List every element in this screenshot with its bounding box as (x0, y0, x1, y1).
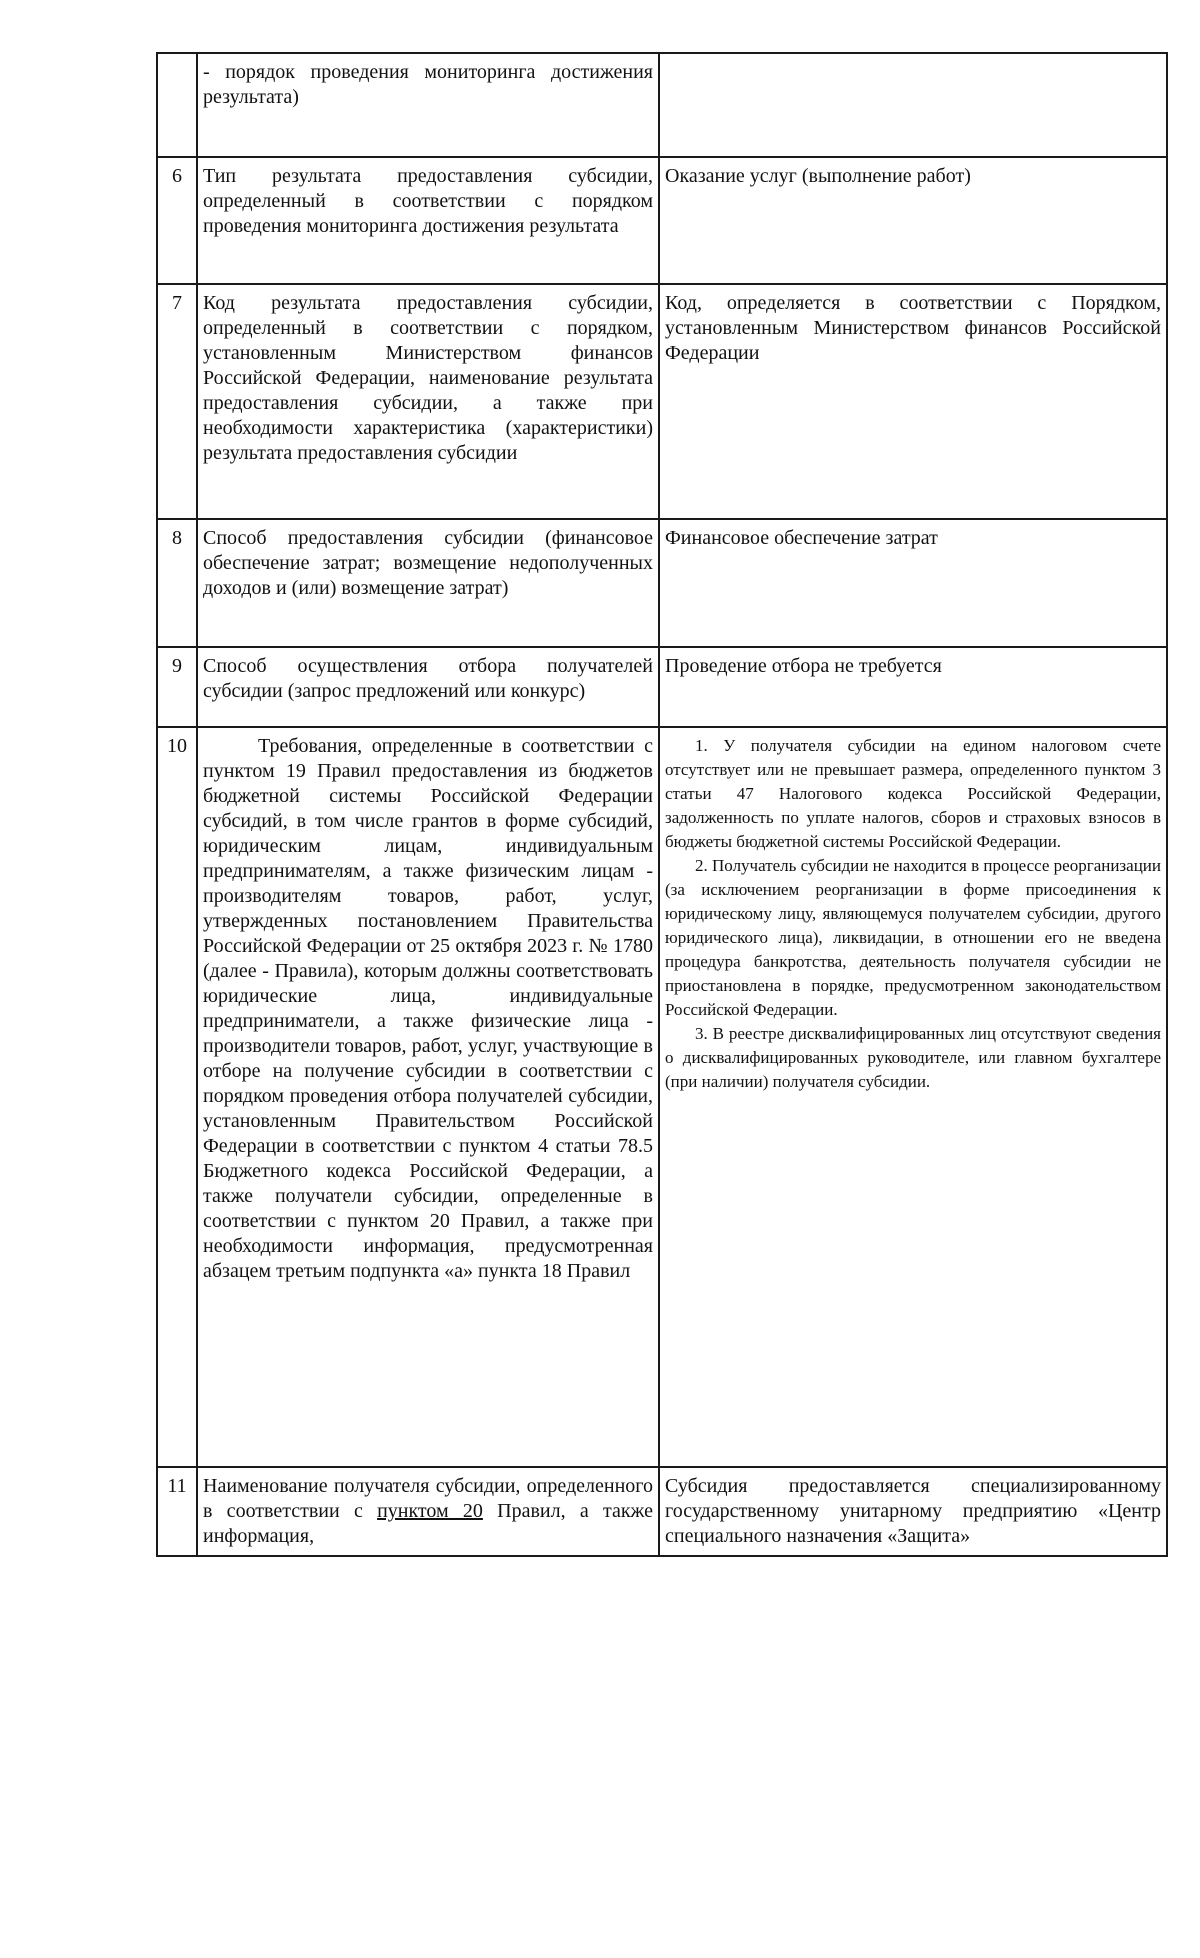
row-label: Способ осуществления отбора получателей субсидии (запрос предложений или конкурс) (197, 647, 659, 727)
row-value (659, 53, 1167, 157)
table-row (157, 519, 1167, 647)
row-value (659, 727, 1167, 1467)
row-number (157, 53, 197, 157)
table-row (157, 647, 1167, 727)
requirements-text: Требования, определенные в соответствии с пунктом 19 Правил предоставления из бюджетов бюджетной системы Российской Федерации субсидий, в том числе грантов в форме субсидий, юридическим лицам, индивидуальным предпринимателям, а также физическим лицам - производителям товаров, работ, услуг, утвержденных постановлением Правительства Российской Федерации от 25 октября 2023 г. № 1780 (далее - Правила), которым должны соответствовать юридические лица, индивидуальные предприниматели, а также физические лица - производители товаров, работ, услуг, участвующие в отборе на получение субсидии в соответствии с порядком проведения отбора получателей субсидии, установленным Правительством Российской Федерации в соответствии с пунктом 4 статьи 78.5 Бюджетного кодекса Российской Федерации, а также получатели субсидии, определенные в соответствии с пунктом 20 Правил, а также при необходимости информация, предусмотренная абзацем третьим подпункта «а» пункта 18 Правил (203, 735, 653, 1282)
label-text: Правил, а также информация, (203, 1500, 653, 1547)
label-text: Наименование получателя субсидии, определенного в соответствии с (203, 1475, 653, 1522)
row-number: 7 (157, 284, 197, 519)
table-row (157, 727, 1167, 1467)
clause-link[interactable]: пунктом 20 (377, 1500, 483, 1522)
table-row (157, 1467, 1167, 1556)
row-value: Финансовое обеспечение затрат (659, 519, 1167, 647)
row-value: Субсидия предоставляется специализированному государственному унитарному предприятию «Центр специального назначения «Защита» (659, 1467, 1167, 1556)
row-value: Проведение отбора не требуется (659, 647, 1167, 727)
table-row (157, 284, 1167, 519)
row-label (197, 1467, 659, 1556)
table-row (157, 157, 1167, 284)
row-label: Тип результата предоставления субсидии, определенный в соответствии с порядком проведения мониторинга достижения результата (197, 157, 659, 284)
row-number: 10 (157, 727, 197, 1467)
table-row (157, 53, 1167, 157)
list-item: 1. У получателя субсидии на едином налоговом счете отсутствует или не превышает размера, определенного пунктом 3 статьи 47 Налогового кодекса Российской Федерации, задолженность по уплате налогов, сборов и страховых взносов в бюджеты бюджетной системы Российской Федерации. (665, 736, 1161, 851)
document-table (156, 52, 1168, 1557)
row-number: 11 (157, 1467, 197, 1556)
list-item: 3. В реестре дисквалифицированных лиц отсутствуют сведения о дисквалифицированных руководителе, или главном бухгалтере (при наличии) получателя субсидии. (665, 1024, 1161, 1091)
row-value: Код, определяется в соответствии с Порядком, установленным Министерством финансов Российской Федерации (659, 284, 1167, 519)
row-number: 8 (157, 519, 197, 647)
row-number: 6 (157, 157, 197, 284)
row-label: Способ предоставления субсидии (финансовое обеспечение затрат; возмещение недополученных доходов и (или) возмещение затрат) (197, 519, 659, 647)
list-item: 2. Получатель субсидии не находится в процессе реорганизации (за исключением реорганизации в форме присоединения к юридическому лицу, являющемуся получателем субсидии, другого юридического лица), ликвидации, в отношении его не введена процедура банкротства, деятельность получателя субсидии не приостановлена в порядке, предусмотренном законодательством Российской Федерации. (665, 856, 1161, 1019)
row-label (197, 727, 659, 1467)
row-number: 9 (157, 647, 197, 727)
row-value: Оказание услуг (выполнение работ) (659, 157, 1167, 284)
row-label: - порядок проведения мониторинга достижения результата) (197, 53, 659, 157)
row-label: Код результата предоставления субсидии, определенный в соответствии с порядком, установленным Министерством финансов Российской Федерации, наименование результата предоставления субсидии, а также при необходимости характеристика (характеристики) результата предоставления субсидии (197, 284, 659, 519)
